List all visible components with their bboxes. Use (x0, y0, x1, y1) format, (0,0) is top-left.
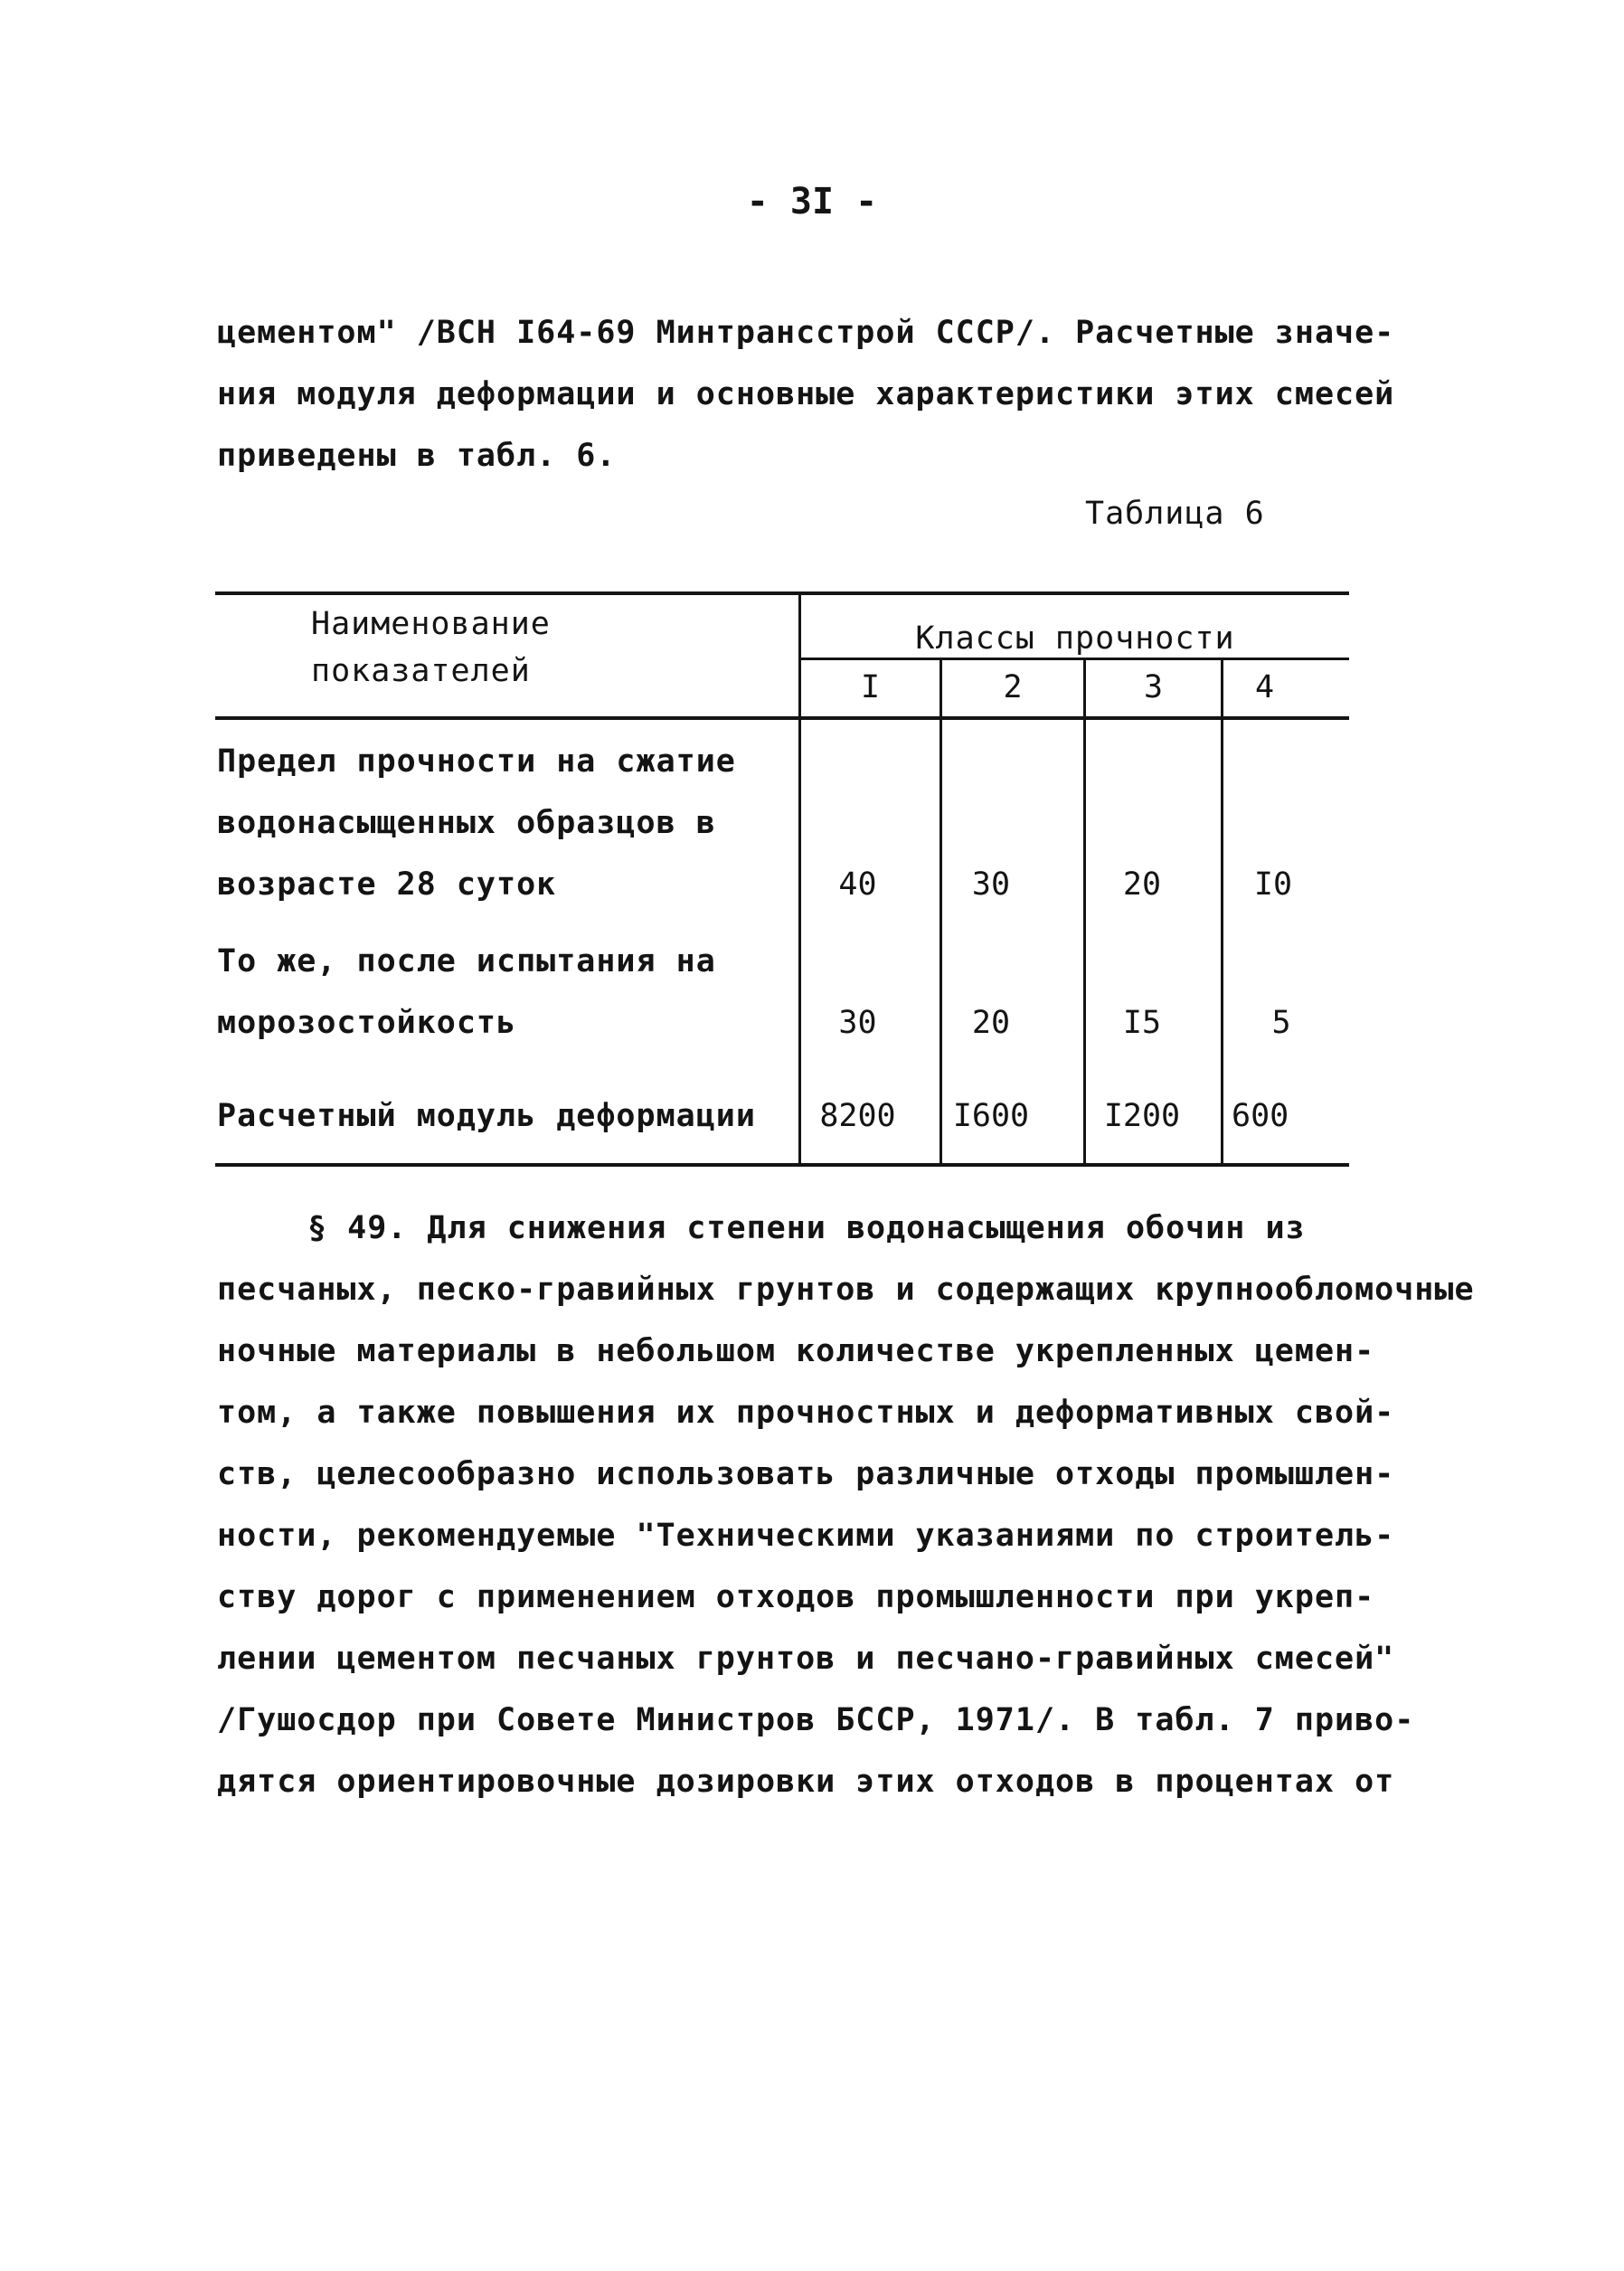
row-3-value-3: I200 (1103, 1098, 1181, 1134)
row-1-label-line-2: водонасыщенных образцов в (217, 805, 716, 841)
row-2-value-4: 5 (1271, 1005, 1291, 1041)
paragraph-line-1: § 49. Для снижения степени водонасыщения обочин из (307, 1210, 1306, 1246)
intro-line-2: ния модуля деформации и основные характеристики этих смесей (217, 376, 1395, 412)
header-bottom-rule (215, 716, 1349, 720)
row-1-value-4: I0 (1253, 866, 1293, 903)
row-3-value-2: I600 (952, 1098, 1030, 1134)
row-3-value-4: 600 (1232, 1098, 1289, 1134)
row-3-value-1: 8200 (819, 1098, 896, 1134)
row-2-label-line-2: морозостойкость (217, 1005, 517, 1041)
intro-line-3: приведены в табл. 6. (217, 438, 617, 474)
row-3-label-line-1: Расчетный модуль деформации (217, 1098, 756, 1134)
row-2-value-1: 30 (838, 1005, 877, 1041)
row-1-value-1: 40 (838, 866, 877, 903)
page-number: - 3I - (746, 181, 878, 222)
paragraph-line-8: лении цементом песчаных грунтов и песчано-гравийных смесей" (217, 1641, 1395, 1677)
class-label-4: 4 (1255, 669, 1275, 705)
row-2-value-2: 20 (971, 1005, 1011, 1041)
class-label-2: 2 (1003, 669, 1023, 705)
classes-under-rule (798, 658, 1349, 660)
paragraph-line-2: песчаных, песко-гравийных грунтов и содержащих крупнообломочные (217, 1272, 1475, 1308)
header-name-line-1: Наименование (311, 606, 551, 642)
intro-line-1: цементом" /ВСН I64-69 Минтрансстрой СССР/. Расчетные значе- (217, 315, 1395, 351)
table-caption: Таблица 6 (1085, 496, 1265, 532)
paragraph-line-4: том, а также повышения их прочностных и деформативных свой- (217, 1395, 1395, 1431)
row-1-value-3: 20 (1122, 866, 1162, 903)
row-1-label-line-3: возрасте 28 суток (217, 866, 557, 903)
paragraph-line-7: ству дорог с применением отходов промышленности при укреп- (217, 1579, 1375, 1615)
row-2-value-3: I5 (1122, 1005, 1162, 1041)
col-divider-3 (1083, 659, 1086, 1165)
header-name-line-2: показателей (311, 653, 531, 689)
col-divider-4 (1221, 659, 1223, 1165)
paragraph-line-3: ночные материалы в небольшом количестве укрепленных цемен- (217, 1333, 1375, 1369)
col-divider-2 (939, 659, 942, 1165)
class-label-3: 3 (1143, 669, 1164, 705)
paragraph-line-9: /Гушосдор при Совете Министров БССР, 1971/. В табл. 7 приво- (217, 1702, 1415, 1738)
row-1-value-2: 30 (971, 866, 1011, 903)
row-1-label-line-1: Предел прочности на сжатие (217, 743, 736, 780)
table-top-rule (215, 591, 1349, 595)
paragraph-line-6: ности, рекомендуемые "Техническими указаниями по строитель- (217, 1518, 1395, 1554)
paragraph-line-10: дятся ориентировочные дозировки этих отходов в процентах от (217, 1764, 1395, 1800)
class-label-1: I (860, 669, 881, 705)
table-bottom-rule (215, 1163, 1349, 1167)
header-classes: Классы прочности (915, 620, 1235, 657)
row-2-label-line-1: То же, после испытания на (217, 943, 716, 979)
paragraph-line-5: ств, целесообразно использовать различные отходы промышлен- (217, 1456, 1395, 1492)
